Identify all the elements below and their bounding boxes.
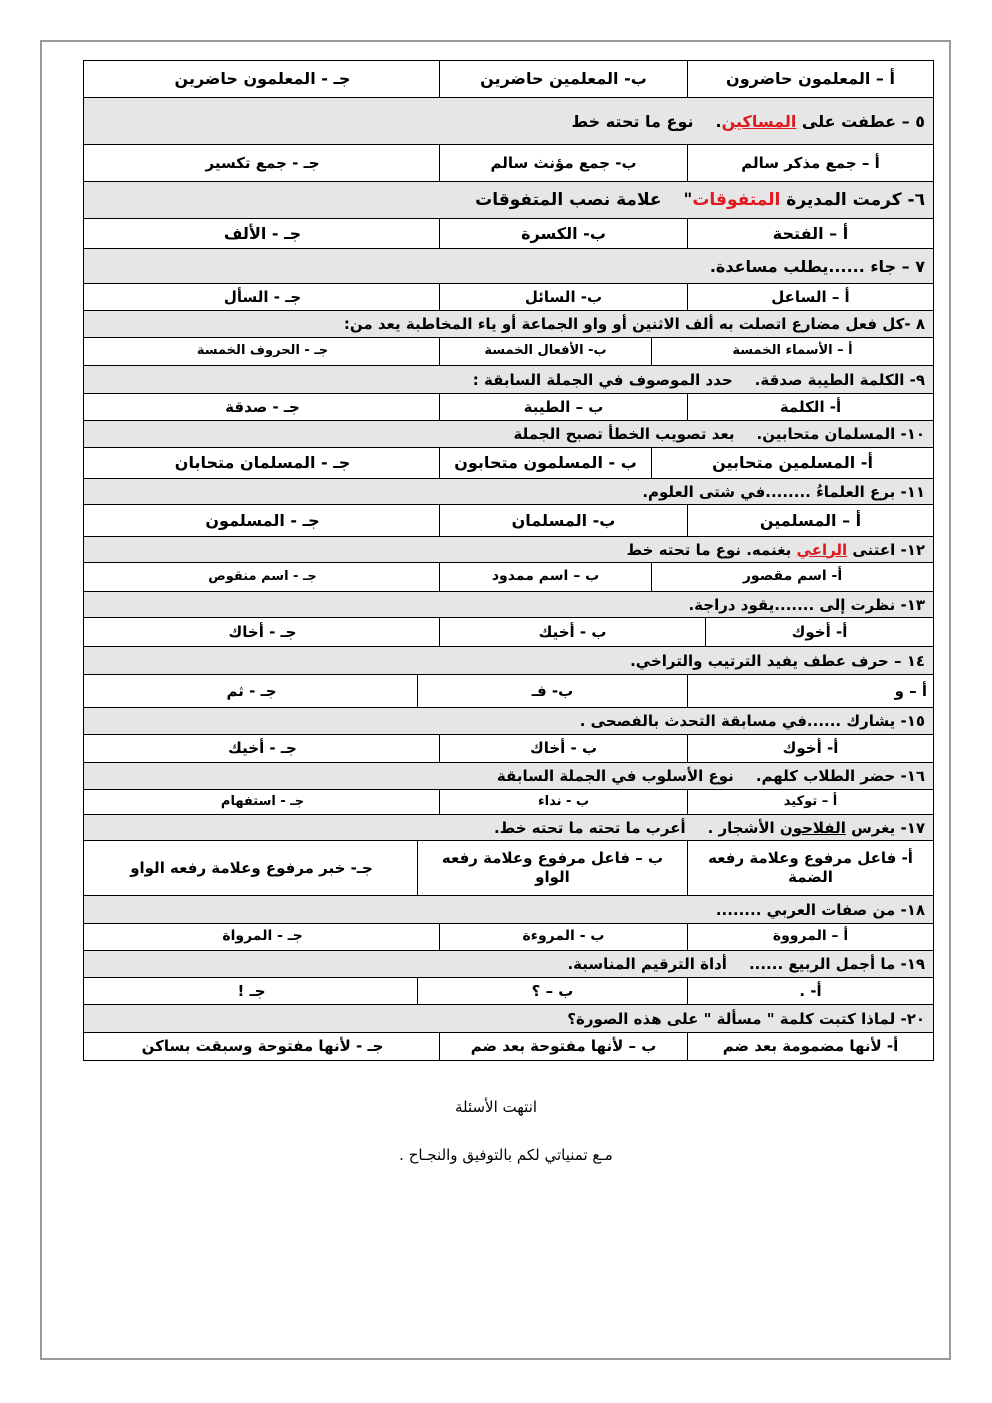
option-b[interactable]: ب - نداء (439, 790, 687, 814)
option-b[interactable]: ب- جمع مؤنث سالم (439, 145, 687, 181)
q13-options (84, 618, 933, 647)
q8-options (84, 338, 933, 366)
option-c[interactable]: جـ - جمع تكسير (205, 153, 320, 172)
option-c[interactable]: جـ - المسلمون (205, 510, 320, 530)
option-a[interactable]: أ- فاعل مرفوع وعلامة رفعه الضمة (687, 841, 933, 895)
question-15 (84, 708, 933, 735)
option-a[interactable]: أ- لأنها مضمومة بعد ضم (687, 1033, 933, 1060)
q20-options (84, 1033, 933, 1061)
option-c[interactable]: جـ - ثم (226, 681, 277, 700)
q15-options (84, 735, 933, 763)
question-instruction: حدد الموصوف في الجملة السابقة : (472, 370, 733, 389)
option-c[interactable]: جـ - الحروف الخمسة (196, 343, 329, 359)
option-a[interactable]: أ- أخوك (687, 735, 933, 762)
question-text (708, 819, 925, 837)
option-a[interactable]: أ – المرووة (687, 924, 933, 950)
question-instruction: أعرب ما تحته ما تحته خط. (493, 818, 686, 837)
option-a[interactable]: أ – توكيد (687, 790, 933, 814)
option-c[interactable]: جـ - استفهام (220, 793, 305, 809)
option-b[interactable]: ب- المعلمين حاضرين (439, 61, 687, 97)
option-a[interactable]: أ- أخوك (705, 618, 933, 646)
question-table (83, 60, 934, 1061)
option-c[interactable]: جـ - لأنها مفتوحة وسبقت بساكن (141, 1037, 384, 1056)
option-a[interactable]: أ – المعلمون حاضرون (687, 61, 933, 97)
option-a[interactable]: أ – جمع مذكر سالم (687, 145, 933, 181)
question-18 (84, 896, 933, 924)
option-c[interactable]: جـ ! (237, 981, 266, 1000)
option-a[interactable]: أ – و (687, 675, 933, 707)
question-text: ١٦- حضر الطلاب كلهم. (755, 767, 925, 785)
q14-options (84, 675, 933, 708)
question-text: ١١- برع العلماءُ ........في شتى العلوم. (642, 482, 925, 501)
question-text: ٨ -كل فعل مضارع اتصلت به ألف الاثنين أو واو الجماعة أو ياء المخاطبة يعد من: (343, 315, 925, 333)
question-text: ٩- الكلمة الطيبة صدقة. (754, 370, 925, 389)
question-text: ٧ – جاء ......يطلب مساعدة. (709, 256, 925, 276)
question-17 (84, 815, 933, 841)
q16-options (84, 790, 933, 815)
option-a[interactable]: أ – الساعل (687, 284, 933, 310)
question-instruction: نوع الأسلوب في الجملة السابقة (496, 767, 734, 785)
option-b[interactable]: ب – اسم ممدود (439, 563, 651, 591)
question-14 (84, 647, 933, 675)
q-pre: ١٢- اعتنى (847, 540, 925, 559)
q-pre: ١٧- يغرس (845, 818, 925, 837)
option-b[interactable]: ب - المروءة (439, 924, 687, 950)
option-a[interactable]: أ- المسلمين متحابين (651, 448, 933, 478)
question-text: ١٨- من صفات العربي ........ (715, 900, 925, 919)
option-c[interactable]: جـ - صدقة (225, 397, 300, 416)
q19-options (84, 978, 933, 1005)
question-instruction: نوع ما تحته خط (571, 111, 694, 131)
highlighted-word: المساكين (721, 111, 797, 131)
question-7 (84, 249, 933, 284)
question-16 (84, 763, 933, 790)
question-20 (84, 1005, 933, 1033)
q10-options (84, 448, 933, 479)
question-text: ١٣- نظرت إلى .......يقود دراجة. (688, 595, 925, 614)
option-b[interactable]: ب- فـ (417, 675, 687, 707)
question-9 (84, 366, 933, 394)
question-12 (84, 537, 933, 563)
question-5 (84, 98, 933, 145)
question-8 (84, 311, 933, 338)
option-c[interactable]: جـ - المعلمون حاضرين (174, 69, 351, 88)
option-c[interactable]: جـ - السأل (223, 287, 302, 306)
option-b[interactable]: ب – فاعل مرفوع وعلامة رفعه الواو (417, 841, 687, 895)
option-c[interactable]: جـ - المرواة (222, 928, 303, 945)
option-a[interactable]: أ – الأسماء الخمسة (651, 338, 933, 365)
option-b[interactable]: ب- الأفعال الخمسة (439, 338, 651, 365)
option-b[interactable]: ب – الطيبة (439, 394, 687, 420)
option-a[interactable]: أ- . (687, 978, 933, 1004)
option-c[interactable]: جـ - اسم منقوص (208, 568, 317, 584)
option-b[interactable]: ب - المسلمون متحابون (439, 448, 651, 478)
question-instruction: أداة الترقيم المناسبة. (567, 955, 727, 973)
option-c[interactable]: جـ- خبر مرفوع وعلامة رفعه الواو (130, 858, 373, 877)
option-b[interactable]: ب - أخيك (439, 618, 705, 646)
highlighted-word: المتفوقات (692, 190, 781, 210)
q11-options (84, 505, 933, 537)
question-19 (84, 951, 933, 978)
q4-options (84, 61, 933, 98)
option-a[interactable]: أ- اسم مقصور (651, 563, 933, 591)
question-instruction: بعد تصويب الخطأ تصبح الجملة (513, 425, 735, 443)
q-pre: ٦- كرمت المديرة (780, 190, 925, 210)
end-of-questions: انتهت الأسئلة (454, 1098, 538, 1116)
q5-options (84, 145, 933, 182)
q-post: بغنمه. نوع ما تحته خط (626, 540, 797, 559)
question-text: ١٤ – حرف عطف يفيد الترتيب والتراخي. (630, 651, 925, 670)
q12-options (84, 563, 933, 592)
q7-options (84, 284, 933, 311)
q-pre: ٥ – عطفت على (796, 111, 925, 131)
option-c[interactable]: جـ - أخيك (228, 739, 297, 758)
highlighted-word: الراعي (796, 540, 848, 559)
q9-options (84, 394, 933, 421)
option-c[interactable]: جـ - الألف (223, 223, 302, 243)
q17-options (84, 841, 933, 896)
q-post: " (683, 190, 693, 210)
question-13 (84, 592, 933, 618)
good-luck-message: مـع تمنياتي لكم بالتوفيق والنجـاح . (399, 1146, 613, 1164)
question-text: ٢٠- لماذا كتبت كلمة " مسألة " على هذه الصورة؟ (567, 1009, 925, 1028)
q-post: . (715, 111, 722, 131)
question-text (627, 541, 925, 559)
question-text: ١٥- يشارك ......في مسابقة التحدث بالفصحى . (579, 712, 925, 730)
q18-options (84, 924, 933, 951)
question-text: ١٠- المسلمان متحابين. (756, 425, 925, 443)
option-c[interactable]: جـ - المسلمان متحابان (174, 453, 351, 472)
option-b[interactable]: ب – ؟ (417, 978, 687, 1004)
q-post: الأشجار . (707, 818, 780, 837)
option-a[interactable]: أ – الفتحة (687, 219, 933, 248)
option-a[interactable]: أ- الكلمة (687, 394, 933, 420)
question-text (683, 190, 925, 210)
option-b[interactable]: ب- السائل (439, 284, 687, 310)
underlined-word: الفلاحون (779, 818, 846, 837)
option-b[interactable]: ب- الكسرة (439, 219, 687, 248)
question-instruction: علامة نصب المتفوقات (475, 190, 662, 210)
option-a[interactable]: أ – المسلمين (687, 505, 933, 536)
option-b[interactable]: ب- المسلمان (439, 505, 687, 536)
question-10 (84, 421, 933, 448)
q6-options (84, 219, 933, 249)
question-text (716, 112, 926, 131)
option-b[interactable]: ب - أخاك (439, 735, 687, 762)
option-b[interactable]: ب – لأنها مفتوحة بعد ضم (439, 1033, 687, 1060)
option-c[interactable]: جـ - أخاك (228, 622, 297, 641)
question-6 (84, 182, 933, 219)
question-11 (84, 479, 933, 505)
question-text: ١٩- ما أجمل الربيع ...... (748, 955, 925, 973)
